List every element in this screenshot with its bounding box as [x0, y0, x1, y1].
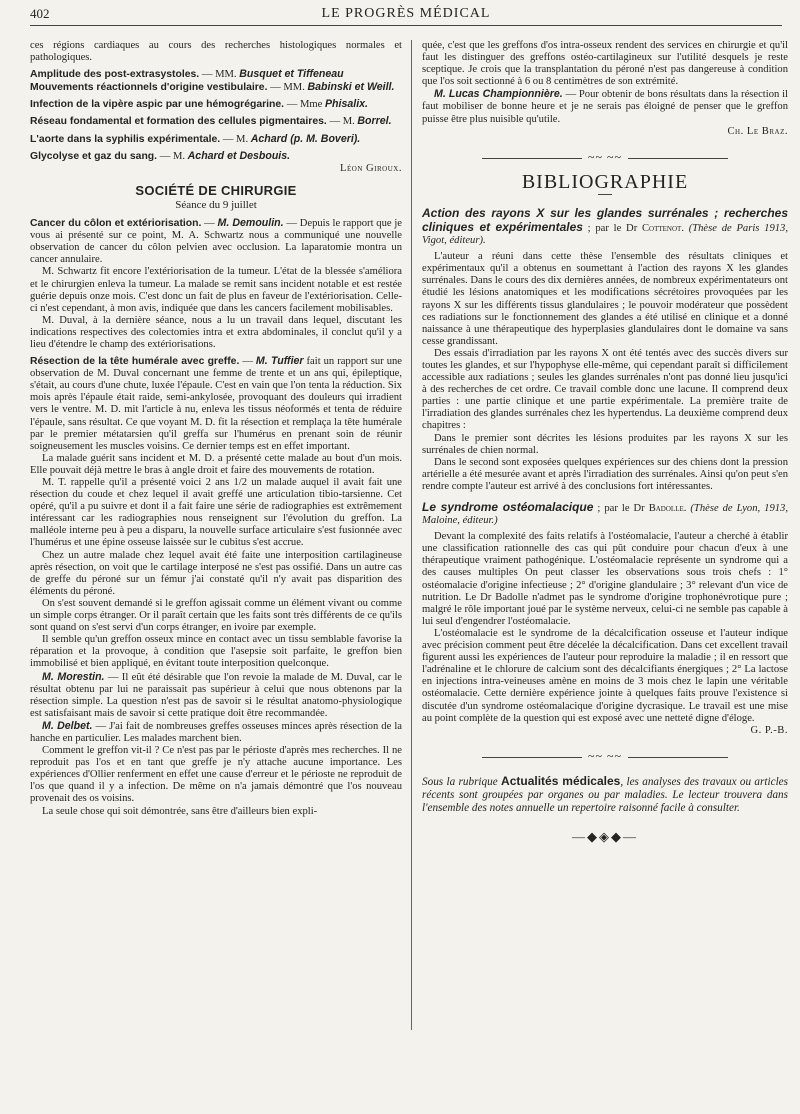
page-header — [30, 4, 782, 26]
resection-paragraph: Résection de la tête humérale avec greffe. — M. Tuffier fait un rapport sur une observation de M. Duval concernant une femme de trente et un ans qui, épileptique, s'était, au cours d'une chute, luxée l'épaule. C'est en vain que l'on tenta la réduction. Six mois après l'épaule était raide, semi-ankylosée, provoquant des douleurs qui irradient vers le ventre. M. D. mit l'article à nu, enleva les tissus néoformés et tenta de réduire l'épaule, sans résultat. Ce que voyant M. D. fit la résection et remplaça la tête humérale par le premier métatarsien qu'il greffa sur l'humérus en prenant soin de réunir soigneusement les muscles voisins. Ce dernier temps est en effet important. — [30, 355, 402, 452]
lucas-paragraph: M. Lucas Championnière. — Pour obtenir de bons résultats dans la résection il faut mobiliser de bonne heure et je ne serais pas éloigné de penser que le greffon puisse être plus nuisible qu'utile. — [422, 88, 788, 125]
signature-gpb: G. P.-B. — [750, 724, 788, 736]
section-rule — [422, 150, 788, 166]
communication-entry: Infection de la vipère aspic par une hémogrégarine. — Mme Phisalix. — [30, 98, 368, 111]
paragraph: Il semble qu'un greffon osseux mince en contact avec un tissu semblable favorise la réparation et la provoque, à condition que l'asepsie soit parfaite, le greffon bien immobilisé et bien appliqué, en évitant toute interposition quelconque. — [30, 634, 402, 670]
paragraph: M. Duval, à la dernière séance, nous a lu un travail dans lequel, discutant les indications respectives des colectomies intra et extra abdominales, il conclut qu'il y a lieu d'étendre le champ des extériorisations. — [30, 314, 402, 350]
section-rule — [422, 749, 788, 765]
paragraph: On s'est souvent demandé si le greffon agissait comme un élément vivant ou comme un simple corps étranger. Or il paraît certain que les faits sont très différents de ce qu'ils sont quand on s'est servi d'un corps étranger, en ivoire par exemple. — [30, 597, 402, 634]
bibliography-title: BIBLIOGRAPHIE — [521, 170, 689, 193]
left-column — [30, 40, 402, 818]
cancer-paragraph: Cancer du côlon et extériorisation. — M. Demoulin. — Depuis le rapport que je vous ai présenté sur ce point, M. A. Schwartz nous a communiqué une nouvelle observation de cancer du côlon pelvien avec occlusion. La laparatomie montra un cancer annulaire. — [30, 217, 402, 266]
paragraph: Devant la complexité des faits relatifs à l'ostéomalacie, l'auteur a cherché à établir une classification rationnelle des cas qui pût conduire pour chacun d'eux à une thérapeutique vraiment pathogénique. L'ostéomalacie représente un syndrome qui a des causes multiples On peut classer les observations sous trois chefs : 1° ostéomalacie d'origine infectieuse ; 2° d'origine glandulaire ; 3° relevant d'un vice de nutrition. Le Dr Badolle n'admet pas le syndrome d'origine trophonévrotique pure ; malgré le rôle important joué par le système nerveux, celui-ci ne semble pas capable à lui seul d'engendrer l'ostéomalacie. — [422, 531, 788, 627]
paragraph: La seule chose qui soit démontrée, sans être d'ailleurs bien expli- — [42, 805, 318, 817]
paragraph: La malade guérit sans incident et M. D. a présenté cette malade au bout d'un mois. Elle pouvait déjà mettre le bras à angle droit et faire des mouvements de rotation. — [30, 452, 402, 476]
paragraph: Des essais d'irradiation par les rayons X ont été tentés avec des succès divers sur toutes les glandes, et sur l'hypophyse elle-même, qui cependant paraît si difficilement accessible aux radiations ; seules les glandes surrénales n'ont pas donné lieu jusqu'ici à des recherches de cet ordre. Ce travail comble donc une lacune. Il comprend deux parties : une partie clinique et une partie expérimentale. La première traite de l'irradiation des glandes surrénales chez les hypertendus. La deuxième comprend deux chapitres : — [422, 347, 788, 432]
rubric-note: Sous la rubrique Actualités médicales, les analyses des travaux ou articles récents sont groupées par organes ou par maladies. Le lecteur trouvera dans l'ensemble des notes annuelle un repertoire raisonné facile à consulter. — [422, 773, 788, 815]
morestin-paragraph: M. Morestin. — Il eût été désirable que l'on revoie la malade de M. Duval, car le résultat obtenu par lui ne paraissait pas supérieur à celui que nous obtenons par la résection simple. La question n'est pas de savoir si le résultat anatomo-physiologique est satisfaisant mais de savoir si cette pratique doit être recommandée. — [30, 670, 402, 719]
communication-entry: Glycolyse et gaz du sang. — M. Achard et Desbouis. — [30, 149, 291, 162]
paragraph: Dans le second sont exposées quelques expériences sur des chiens dont la pression artérielle a été mesurée avant et après l'irradiation des surrénales. Ainsi qu'on peut s'en rendre compte l'auteur est arrivé à des conclusions fort intéressantes. — [422, 456, 788, 492]
communication-entry: Réseau fondamental et formation des cellules pigmentaires. — M. Borrel. — [30, 115, 392, 128]
paragraph: M. Schwartz fit encore l'extériorisation de la tumeur. L'état de la blessée s'améliora et le chirurgien enleva la tumeur. La malade se remit sans incident notable et est restée guérie depuis onze mois. C'est donc un fait de plus en faveur de l'extériorisation. Celle-ci n'est cependant, à mon avis, indiquée que dans les cancers facilement mobilisables. — [30, 266, 402, 314]
intro-text: ces régions cardiaques au cours des recherches histologiques normales et pathologiques. — [30, 40, 402, 64]
title-underline — [598, 194, 612, 195]
communication-entry: Mouvements réactionnels d'origine vestibulaire. — MM. Babinski et Weill. — [30, 81, 395, 94]
paragraph: L'ostéomalacie est le syndrome de la décalcification osseuse et l'auteur indique avec précision comment peut être décelée la décalcification. Dans cet excellent travail figurent aussi les expériences de l'auteur pour reproduire la maladie ; il en ressort que l'adrénaline et le chlorure de calcium sont des décalcifiants énergiques ; 2° La lactose en injections intra-veineuses amène en moins de 3 mois chez le lapin une véritable ostéomalacie. Cette dernière expérience jointe à quelques faits prouve l'existence si discutée d'un syndrome ostéomalacique d'origine dycrasique. Le travail est une mise au point complète de la question qui est exposé avec une netteté digne d'éloge. — [422, 627, 788, 724]
paragraph: Dans le premier sont décrites les lésions produites par les rayons X sur les surrénales de chien normal. — [422, 432, 788, 456]
communication-entry: Amplitude des post-extrasystoles. — MM. Busquet et Tiffeneau — [30, 68, 344, 81]
paragraph: Comment le greffon vit-il ? Ce n'est pas par le périoste d'après mes recherches. Il ne reproduit pas l'os et en tant que greffe je n'y attache aucune importance. Les expériences d'Ollier renferment en effet une cause d'erreur et le périoste ne reproduit de l'os que quand il y a infection. De même on n'a jamais démontré que l'os nouveau provenait des os voisins. — [30, 745, 402, 805]
communication-entry: L'aorte dans la syphilis expérimentale. — M. Achard (p. M. Boveri). — [30, 132, 361, 145]
ornament: ~~ ~~ — [582, 151, 628, 163]
bib-entry-1-heading: Action des rayons X sur les glandes surrénales ; recherches cliniques et expérimentales ; par le Dr Cottenot. (Thèse de Paris 1913, Vigot, éditeur). — [422, 205, 788, 247]
section-date: Séance du 9 juillet — [175, 198, 257, 211]
paragraph: Chez un autre malade chez lequel avait été faite une interposition cartilagineuse après résection, on voit que le cartilage interposé ne s'est pas ossifié. Dans un autre cas de greffe du péroné sur un fémur j'ai constaté qu'il n'y avait pas disparition des éléments du péroné. — [30, 549, 402, 597]
column-divider — [411, 40, 412, 1030]
section-title: SOCIÉTÉ DE CHIRURGIE — [135, 182, 297, 198]
continued-text: quée, c'est que les greffons d'os intra-osseux rendent des services en chirurgie et qu'il faut les distinguer des greffons ostéo-cartilagineux sur l'utilité desquels je reste sceptique. Je crois que la transplantation du péroné n'est pas dangereuse à condition que l'os soit sectionné à 6 ou 8 centimètres de son extrémité. — [422, 40, 788, 88]
delbet-paragraph: M. Delbet. — J'ai fait de nombreuses greffes osseuses minces après résection de la hanche en particulier. Les malades marchent bien. — [30, 719, 402, 744]
ornament: ~~ ~~ — [582, 750, 628, 762]
communications-list — [30, 68, 402, 163]
running-head: LE PROGRÈS MÉDICAL — [321, 6, 491, 21]
end-ornament: —◆◈◆— — [572, 829, 638, 845]
bib-entry-2-heading: Le syndrome ostéomalacique ; par le Dr Badolle. (Thèse de Lyon, 1913, Maloine, éditeur.) — [422, 500, 788, 527]
signature-giroux: Léon Giroux. — [340, 162, 402, 174]
paragraph: M. T. rappelle qu'il a présenté voici 2 ans 1/2 un malade auquel il avait fait une résection du coude et chez lequel il avait greffé une articulation tibio-tarsienne. Cet opéré, qu'il a pu suivre et dont il a fait faire une série de radiographies est extrêmement intéressant car les radiographies nous renseignent sur l'évolution du greffon. La malléole interne peu à peu a disparu, la nouvelle surface articulaire s'est fusionnée avec l'humérus et une épine osseuse laissée sur le cubitus s'est accrue. — [30, 477, 402, 549]
right-column — [422, 40, 788, 843]
page-number: 402 — [30, 6, 50, 21]
signature-le-braz: Ch. Le Braz. — [727, 125, 788, 137]
paragraph: L'auteur a réuni dans cette thèse l'ensemble des résultats cliniques et expérimentaux qu'il a obtenus en soumettant à l'action des rayons X les glandes surrénales. Dans le cours des dix dernières années, de nombreux expérimentateurs ont étudié les lésions anatomiques et les modifications sécrétoires provoquées par les rayons X sur les différents tissus glandulaires ; le pouvoir modérateur que possèdent ces radiations sur le fonctionnement des glandes a été utilisé en clinique et a donné naissance à une thérapeutique des hyperplasies glandulaires dont le domaine va sans cesse grandissant. — [422, 251, 788, 347]
